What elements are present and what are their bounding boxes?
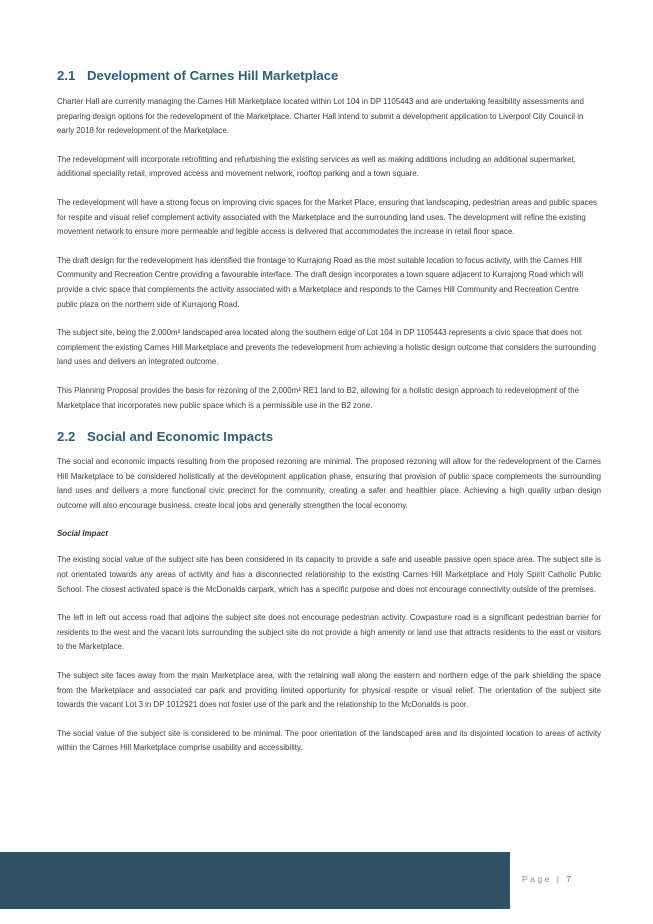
- subheading-social-impact: Social Impact: [57, 529, 108, 539]
- page-label: Page |: [522, 874, 562, 884]
- paragraph: The social value of the subject site is considered to be minimal. The poor orientation of the landscaped area and its disjointed location to areas of activity within the Carnes Hill Marketplace comprise usability and accessibility.: [57, 728, 601, 753]
- paragraph: The existing social value of the subject site has been considered in its capacity to provide a safe and useable passive open space area. The subject site is not orientated towards any areas of activity and has a disconnected relationship to the existing Carnes Hill Marketplace and Holy Spirit Catholic Public School. The closest activated space is the McDonalds carpark, which has a specific purpose and does not encourage connectivity outside of the premises.: [57, 555, 601, 594]
- paragraph: The left in left out access road that adjoins the subject site does not encourage pedestrian activity. Cowpasture road is a significant pedestrian barrier for residents to the west and the vacant lots surrounding the subject site do not provide a high amenity or land use that attracts residents to the east or visitors to the Marketplace.: [57, 613, 601, 652]
- page-number-value: 7: [566, 874, 572, 884]
- page-content: [57, 60, 601, 770]
- section-title: Development of Carnes Hill Marketplace: [87, 68, 339, 83]
- section-number: 2.1: [57, 68, 76, 83]
- paragraph: The redevelopment will incorporate retrofitting and refurbishing the existing services as well as making additions including an additional supermarket, additional speciality retail, improved access and movement network, rooftop parking and a town square.: [57, 154, 576, 179]
- paragraph: The subject site, being the 2,000m² landscaped area located along the southern edge of Lot 104 in DP 1105443 represents a civic space that does not complement the existing Carnes Hill Marketplace and prevents the redevelopment from achieving a holistic design outcome that considers the surrounding land uses and delivers an integrated outcome.: [57, 328, 597, 367]
- paragraph: The subject site faces away from the main Marketplace area, with the retaining wall along the eastern and northern edge of the park shielding the space from the Marketplace and associated car park and providing limited opportunity for physical respite or visual relief. The orientation of the subject site towards the vacant Lot 3 in DP 1012921 does not foster use of the park and the relationship to the McDonalds is poor.: [57, 671, 601, 710]
- paragraph: Charter Hall are currently managing the Carnes Hill Marketplace located within Lot 104 in DP 1105443 and are undertaking feasibility assessments and preparing design options for the redevelopment of the Marketplace. Charter Hall intend to submit a development application to Liverpool City Council in early 2018 for redevelopment of the Marketplace.: [57, 97, 584, 136]
- footer-bar: [0, 852, 510, 909]
- page-number: [522, 874, 571, 884]
- paragraph: The social and economic impacts resulting from the proposed rezoning are minimal. The proposed rezoning will allow for the redevelopment of the Carnes Hill Marketplace to be considered holistically at the development application phase, ensuring that provision of public space complements the surrounding land uses and delivers a more functional civic precinct for the community, creating a safer and healthier place. Achieving a high quality urban design outcome will also encourage business, create local jobs and generally strengthen the local economy.: [57, 457, 601, 510]
- section-heading-social-economic: [57, 427, 601, 447]
- section-title: Social and Economic Impacts: [87, 429, 274, 445]
- section-heading-development: [57, 66, 601, 86]
- paragraph: The redevelopment will have a strong focus on improving civic spaces for the Market Place, ensuring that landscaping, pedestrian areas and public spaces for respite and visual relief complement activity associated with the Marketplace and the surrounding land uses. The development will refine the existing movement network to ensure more permeable and legible access is delivered that accommodates the increase in retail floor space.: [57, 197, 597, 237]
- paragraph: This Planning Proposal provides the basis for rezoning of the 2,000m² RE1 land to B2, allowing for a holistic design approach to redevelopment of the Marketplace that incorporates new public space which is a permissible use in the B2 zone.: [57, 385, 579, 410]
- paragraph: The draft design for the redevelopment has identified the frontage to Kurrajong Road as the most suitable location to focus activity, with the Carnes Hill Community and Recreation Centre providing a favourable interface. The draft design incorporates a town square adjacent to Kurrajong Road which will provide a civic space that complements the activity associated with a Marketplace and responds to the Carnes Hill Community and Recreation Centre public plaza on the northern side of Kurrajong Road.: [57, 255, 584, 309]
- section-number: 2.2: [57, 429, 76, 445]
